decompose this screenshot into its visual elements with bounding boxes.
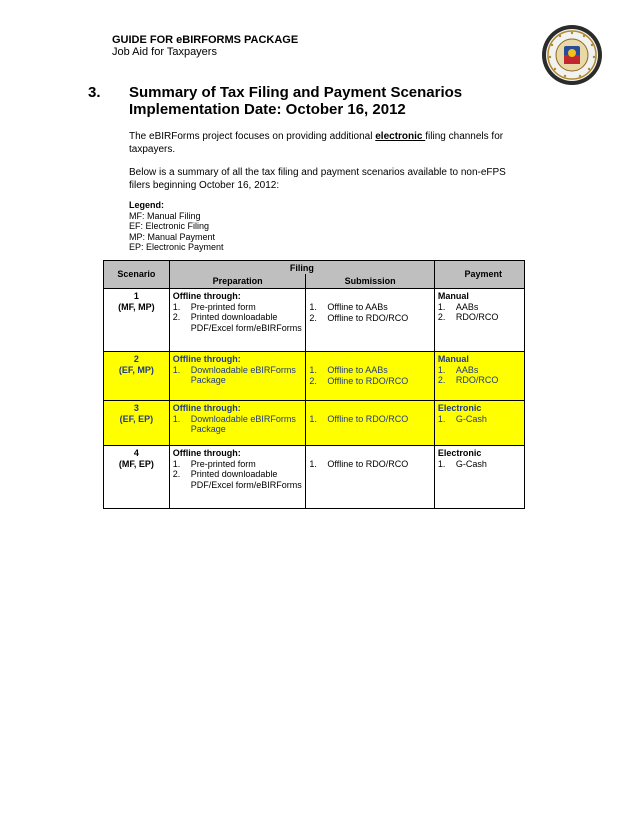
scenario-code: (EF, MP) [118,364,154,375]
list-text: AABs [455,364,479,375]
list-number: 1. [437,364,446,375]
list-item [309,414,431,425]
header-scenario: Scenario [104,261,170,289]
payment-cell [434,352,524,401]
payment-title: Manual [437,354,469,364]
implementation-date: Implementation Date: October 16, 2012 [129,101,406,118]
list-number: 1. [172,458,181,469]
list-item [438,459,521,470]
preparation-title: Offline through: [172,448,241,458]
list-number: 2. [437,312,446,322]
scenario-number: 3 [133,403,139,413]
list-item [173,302,303,313]
list-number: 1. [437,413,446,424]
submission-cell [306,352,435,401]
header-subtitle: Job Aid for Taxpayers [112,46,217,58]
list-number: 1. [172,413,181,424]
scenario-cell [104,289,170,352]
scenario-code: (MF, MP) [118,301,155,312]
list-number: 2. [172,469,181,479]
table-row [104,352,525,401]
list-text: RDO/RCO [455,375,499,385]
submission-list [309,291,431,323]
list-number: 1. [309,365,317,375]
preparation-title: Offline through: [172,291,241,301]
list-number: 1. [437,301,446,312]
list-item [438,302,521,313]
list-text: Printed downloadable PDF/Excel form/eBIRForms [190,469,302,490]
list-number: 1. [172,364,181,375]
submission-list [309,354,431,386]
list-item [309,365,431,376]
payment-cell [434,401,524,446]
list-number: 2. [172,312,181,322]
scenario-cell [104,401,170,446]
list-text: RDO/RCO [455,312,499,322]
list-number: 1. [172,301,181,312]
list-number: 2. [437,375,446,385]
preparation-cell [169,352,306,401]
legend-item: EF: Electronic Filing [129,221,210,231]
submission-list [309,448,431,470]
list-number: 2. [309,375,317,386]
legend-item: EP: Electronic Payment [129,242,224,252]
list-text: Offline to RDO/RCO [327,375,409,386]
submission-cell [306,446,435,509]
table-row [104,289,525,352]
list-item [173,414,303,435]
list-item [173,469,303,490]
list-item [438,414,521,425]
list-text: Offline to RDO/RCO [327,312,409,323]
table-row [104,446,525,509]
list-number: 1. [309,414,317,424]
list-text: Pre-printed form [190,301,256,312]
list-text: G-Cash [455,413,487,424]
list-text: Pre-printed form [190,458,256,469]
submission-list [309,403,431,425]
list-item [309,376,431,387]
submission-cell [306,289,435,352]
header-payment: Payment [434,261,524,289]
preparation-cell [169,289,306,352]
list-text: G-Cash [455,458,487,469]
list-text: Downloadable eBIRForms Package [190,364,296,385]
bir-seal-icon [541,24,603,86]
legend-title: Legend: [129,200,164,210]
list-item [173,312,303,333]
table-row [104,401,525,446]
scenario-cell [104,352,170,401]
payment-cell [434,289,524,352]
scenario-code: (EF, EP) [119,413,154,424]
section-number: 3. [88,84,101,101]
list-item [309,459,431,470]
scenario-number: 2 [133,354,139,364]
legend-item: MF: Manual Filing [129,210,201,221]
preparation-title: Offline through: [172,354,241,364]
list-item [173,459,303,470]
submission-cell [306,401,435,446]
legend-item: MP: Manual Payment [129,231,216,242]
list-number: 1. [309,302,317,312]
list-text: Downloadable eBIRForms Package [190,413,296,434]
preparation-cell [169,401,306,446]
header-submission: Submission [306,274,435,289]
scenario-number: 1 [133,291,139,301]
payment-title: Electronic [437,448,482,458]
preparation-cell [169,446,306,509]
electronic-emphasis: electronic [375,131,426,142]
list-item [309,313,431,324]
payment-title: Electronic [437,403,482,413]
list-text: Printed downloadable PDF/Excel form/eBIRForms [190,312,302,333]
list-item [438,375,521,386]
list-text: Offline to RDO/RCO [327,459,409,469]
scenario-number: 4 [133,448,139,458]
list-text: Offline to AABs [327,302,388,312]
list-item [438,312,521,323]
list-item [173,365,303,386]
list-text: Offline to AABs [327,365,388,375]
list-number: 2. [309,312,317,323]
list-number: 1. [309,459,317,469]
legend [129,200,224,253]
header-title: GUIDE FOR eBIRFORMS PACKAGE [112,34,299,46]
header-filing: Filing [169,261,434,274]
list-text: AABs [455,301,479,312]
list-item [309,302,431,313]
section-title: Summary of Tax Filing and Payment Scenarios [129,84,463,101]
list-number: 1. [437,458,446,469]
intro-paragraph: The eBIRForms project focuses on providing additional electronic filing channels for taxpayers. [129,131,504,155]
summary-paragraph: Below is a summary of all the tax filing and payment scenarios available to non-eFPS filers beginning October 16, 2012: [129,167,506,191]
list-text: Offline to RDO/RCO [327,414,409,424]
list-item [438,365,521,376]
payment-title: Manual [437,291,469,301]
header-preparation: Preparation [169,274,306,289]
payment-cell [434,446,524,509]
scenario-cell [104,446,170,509]
preparation-title: Offline through: [172,403,241,413]
scenario-code: (MF, EP) [118,458,154,469]
scenario-table [103,260,525,509]
